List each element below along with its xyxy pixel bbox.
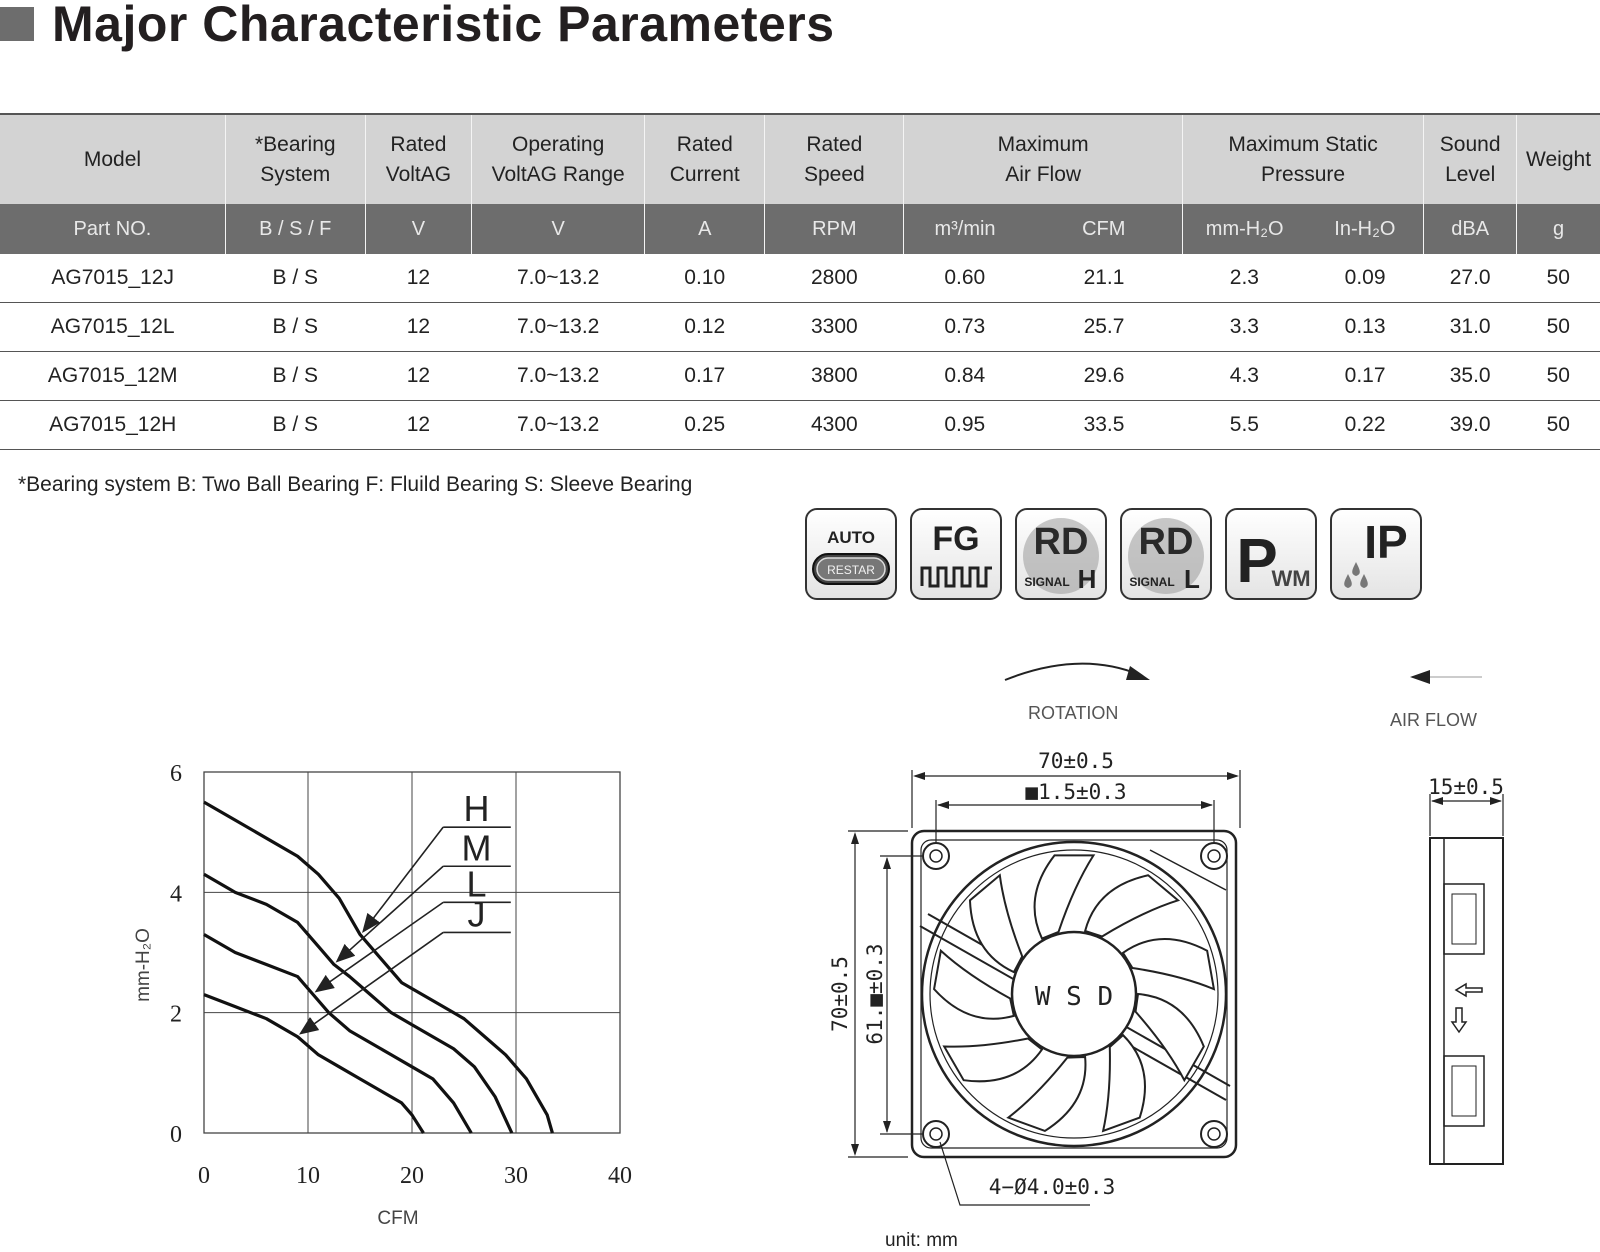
table-cell: 3800 [765, 352, 904, 401]
chart-series [204, 802, 552, 1133]
header-rated-current: Rated Current [645, 114, 765, 204]
table-cell: 27.0 [1424, 254, 1517, 303]
svg-text:IP: IP [1364, 516, 1408, 568]
table-cell: 12 [365, 352, 471, 401]
series-label-L: L [466, 863, 487, 905]
table-cell: 39.0 [1424, 401, 1517, 450]
header-max-static-pressure: Maximum Static Pressure [1182, 114, 1423, 204]
table-cell: 4300 [765, 401, 904, 450]
table-cell: 50 [1517, 352, 1600, 401]
fan-blade [1085, 875, 1178, 936]
series-line-J [204, 995, 423, 1133]
table-cell: 7.0~13.2 [472, 401, 645, 450]
table-cell: B / S [225, 352, 365, 401]
table-cell: 0.25 [645, 401, 765, 450]
x-tick-label: 30 [504, 1163, 528, 1189]
table-cell: 21.1 [1026, 254, 1183, 303]
table-cell: AG7015_12J [0, 254, 225, 303]
side-airflow-arrow-icon [1456, 984, 1482, 996]
table-cell: 0.84 [904, 352, 1026, 401]
header-model: Model [0, 114, 225, 204]
series-leader-H [364, 827, 443, 930]
table-cell: 50 [1517, 254, 1600, 303]
fan-side-view [1428, 775, 1504, 1164]
table-cell: B / S [225, 303, 365, 352]
header-operating-voltage: Operating VoltAG Range [472, 114, 645, 204]
bearing-note: *Bearing system B: Two Ball Bearing F: Fluild Bearing S: Sleeve Bearing [18, 473, 693, 496]
unit-rated-current: A [645, 204, 765, 254]
table-cell: 0.09 [1306, 254, 1423, 303]
chart-grid [204, 772, 620, 1133]
chart-ylabel: mm-H₂O [133, 928, 154, 1002]
airflow-arrowhead-icon [1410, 670, 1430, 684]
table-cell: B / S [225, 401, 365, 450]
fan-blade [970, 875, 1022, 972]
svg-text:SIGNAL: SIGNAL [1024, 575, 1070, 589]
unit-air-flow-m3: m³/min [904, 204, 1026, 254]
table-cell: 50 [1517, 303, 1600, 352]
series-label-M: M [461, 827, 492, 869]
y-tick-label: 4 [170, 881, 182, 908]
table-cell: 2.3 [1182, 254, 1306, 303]
x-tick-label: 10 [296, 1163, 320, 1189]
dim-hole-spacing: ■1.5±0.3 [1025, 780, 1127, 804]
unit-pressure-mm: mm-H₂O [1182, 204, 1306, 254]
table-cell: 0.12 [645, 303, 765, 352]
table-cell: 25.7 [1026, 303, 1183, 352]
table-cell: 4.3 [1182, 352, 1306, 401]
svg-text:FG: FG [932, 520, 980, 558]
table-cell: 0.60 [904, 254, 1026, 303]
unit-label: unit: mm [885, 1230, 958, 1251]
table-cell: 3300 [765, 303, 904, 352]
series-label-H: H [463, 788, 490, 830]
table-cell: 29.6 [1026, 352, 1183, 401]
svg-text:RD: RD [1033, 521, 1089, 563]
chart-tick-labels [170, 761, 632, 1189]
svg-text:SIGNAL: SIGNAL [1129, 575, 1175, 589]
dim-holes: 4−Ø4.0±0.3 [988, 1175, 1116, 1199]
table-cell: 50 [1517, 401, 1600, 450]
table-cell: 33.5 [1026, 401, 1183, 450]
header-rated-speed: Rated Speed [765, 114, 904, 204]
unit-sound: dBA [1424, 204, 1517, 254]
pq-chart [133, 761, 632, 1229]
chart-xlabel: CFM [377, 1208, 419, 1229]
unit-part-no: Part NO. [0, 204, 225, 254]
fan-hub-text: W S D [1034, 982, 1114, 1012]
svg-text:H: H [1077, 564, 1097, 594]
table-cell: 0.17 [645, 352, 765, 401]
table-cell: 7.0~13.2 [472, 303, 645, 352]
series-line-M [204, 874, 512, 1133]
y-tick-label: 2 [170, 1001, 182, 1028]
series-line-H [204, 802, 552, 1133]
series-line-L [204, 934, 471, 1133]
table-cell: B / S [225, 254, 365, 303]
fan-blade [944, 1038, 1042, 1081]
side-rotation-arrow-icon [1452, 1008, 1466, 1032]
dim-height: 70±0.5 [828, 956, 852, 1032]
svg-text:RD: RD [1138, 521, 1194, 563]
dim-width: 70±0.5 [1038, 749, 1114, 773]
x-tick-label: 20 [400, 1163, 424, 1189]
dim-thickness: 15±0.5 [1428, 775, 1504, 799]
unit-rated-voltage: V [365, 204, 471, 254]
svg-text:AUTO: AUTO [827, 528, 875, 547]
dim-hole-spacing-vertical: 61.■±0.3 [863, 943, 887, 1045]
series-label-J: J [467, 893, 486, 935]
table-cell: 0.22 [1306, 401, 1423, 450]
y-tick-label: 6 [170, 761, 182, 787]
table-cell: 0.10 [645, 254, 765, 303]
table-cell: 7.0~13.2 [472, 254, 645, 303]
y-tick-label: 0 [170, 1122, 182, 1148]
table-cell: AG7015_12L [0, 303, 225, 352]
fan-front-view [828, 749, 1240, 1205]
table-cell: 0.73 [904, 303, 1026, 352]
fan-blade [1123, 939, 1214, 989]
svg-text:P: P [1236, 527, 1278, 596]
rotation-arrowhead-icon [1126, 666, 1150, 680]
table-cell: 12 [365, 401, 471, 450]
rotation-arrow-icon [1005, 664, 1140, 680]
x-tick-label: 40 [608, 1163, 632, 1189]
table-cell: 12 [365, 254, 471, 303]
table-cell: 0.13 [1306, 303, 1423, 352]
header-sound-level: Sound Level [1424, 114, 1517, 204]
airflow-label: AIR FLOW [1390, 710, 1478, 730]
table-cell: 7.0~13.2 [472, 352, 645, 401]
table-cell: 3.3 [1182, 303, 1306, 352]
svg-text:RESTAR: RESTAR [827, 563, 875, 577]
svg-text:L: L [1184, 564, 1200, 594]
unit-weight: g [1517, 204, 1600, 254]
table-cell: 12 [365, 303, 471, 352]
table-cell: 0.95 [904, 401, 1026, 450]
svg-text:WM: WM [1271, 566, 1311, 591]
rotation-label: ROTATION [1028, 703, 1119, 723]
header-max-air-flow: Maximum Air Flow [904, 114, 1182, 204]
unit-rated-speed: RPM [765, 204, 904, 254]
table-cell: 35.0 [1424, 352, 1517, 401]
header-rated-voltage: Rated VoltAG [365, 114, 471, 204]
unit-air-flow-cfm: CFM [1026, 204, 1183, 254]
header-weight: Weight [1517, 114, 1600, 204]
x-tick-label: 0 [198, 1163, 210, 1189]
header-bearing: *Bearing System [225, 114, 365, 204]
table-cell: 2800 [765, 254, 904, 303]
table-cell: 0.17 [1306, 352, 1423, 401]
chart-leaders [302, 788, 511, 1033]
unit-pressure-in: In-H₂O [1306, 204, 1423, 254]
table-cell: 5.5 [1182, 401, 1306, 450]
fan-blade [1035, 855, 1094, 938]
table-cell: AG7015_12M [0, 352, 225, 401]
table-cell: AG7015_12H [0, 401, 225, 450]
page-title: Major Characteristic Parameters [52, 0, 835, 52]
table-cell: 31.0 [1424, 303, 1517, 352]
unit-bearing: B / S / F [225, 204, 365, 254]
unit-operating-voltage: V [472, 204, 645, 254]
